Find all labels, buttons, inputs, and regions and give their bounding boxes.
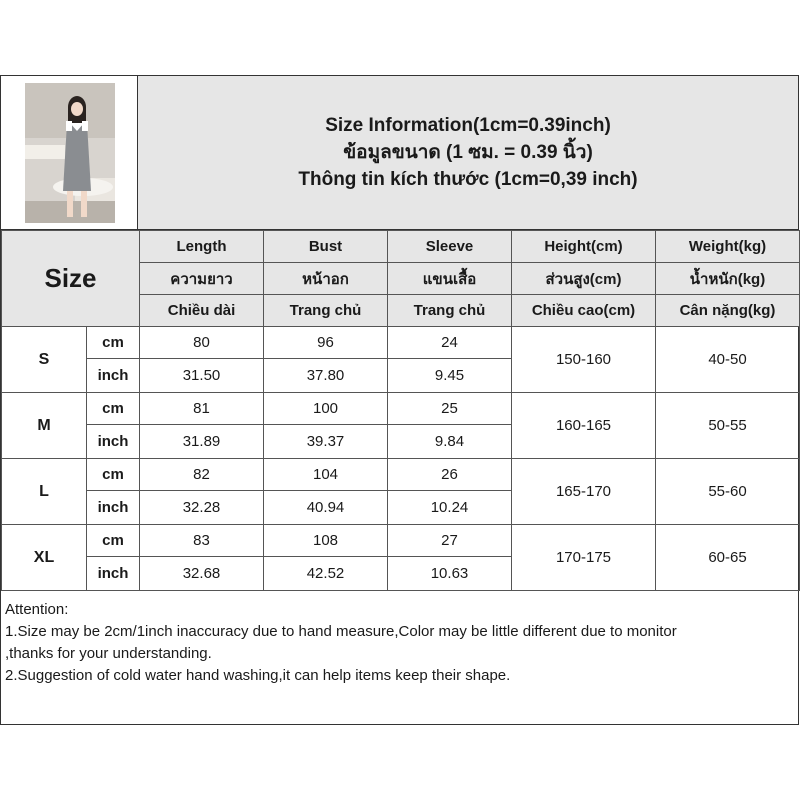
weight-range: 40-50 [656,327,800,393]
col-sleeve-vi: Trang chủ [388,295,512,327]
bust-cm: 104 [264,459,388,491]
col-length-en: Length [140,231,264,263]
bust-cm: 100 [264,393,388,425]
length-inch: 31.89 [140,425,264,459]
attention-line-1: 1.Size may be 2cm/1inch inaccuracy due to hand measure,Color may be little different due to monitor [5,623,677,640]
unit-cm: cm [87,327,140,359]
product-photo [25,83,115,223]
size-name: XL [2,525,87,591]
attention-line-3: 2.Suggestion of cold water hand washing,it can help items keep their shape. [5,667,511,684]
sleeve-cm: 27 [388,525,512,557]
sleeve-inch: 9.84 [388,425,512,459]
col-sleeve-en: Sleeve [388,231,512,263]
col-sleeve-th: แขนเสื้อ [388,263,512,295]
col-length-th: ความยาว [140,263,264,295]
length-cm: 80 [140,327,264,359]
product-photo-cell [1,76,138,230]
length-cm: 81 [140,393,264,425]
unit-cm: cm [87,525,140,557]
size-name: L [2,459,87,525]
bust-cm: 108 [264,525,388,557]
bust-inch: 39.37 [264,425,388,459]
unit-cm: cm [87,459,140,491]
col-weight-th: น้ำหนัก(kg) [656,263,800,295]
length-cm: 82 [140,459,264,491]
bust-cm: 96 [264,327,388,359]
table-row [2,459,800,491]
size-name: M [2,393,87,459]
weight-range: 50-55 [656,393,800,459]
col-height-vi: Chiều cao(cm) [512,295,656,327]
size-name: S [2,327,87,393]
col-bust-en: Bust [264,231,388,263]
sleeve-inch: 9.45 [388,359,512,393]
table-row [2,393,800,425]
attention-heading: Attention: [5,601,69,618]
table-row [2,327,800,359]
sleeve-cm: 24 [388,327,512,359]
title-thai: ข้อมูลขนาด (1 ซม. = 0.39 นิ้ว) [343,142,593,163]
size-table [1,230,800,591]
unit-inch: inch [87,359,140,393]
height-range: 170-175 [512,525,656,591]
length-inch: 31.50 [140,359,264,393]
sleeve-inch: 10.63 [388,557,512,591]
bust-inch: 37.80 [264,359,388,393]
attention-notes [5,599,795,687]
size-header: Size [2,231,140,327]
unit-inch: inch [87,557,140,591]
sleeve-cm: 25 [388,393,512,425]
unit-inch: inch [87,491,140,525]
weight-range: 60-65 [656,525,800,591]
sleeve-cm: 26 [388,459,512,491]
height-range: 165-170 [512,459,656,525]
col-height-en: Height(cm) [512,231,656,263]
size-chart [0,75,799,725]
unit-inch: inch [87,425,140,459]
height-range: 150-160 [512,327,656,393]
attention-line-2: ,thanks for your understanding. [5,645,212,662]
bust-inch: 42.52 [264,557,388,591]
col-bust-vi: Trang chủ [264,295,388,327]
length-inch: 32.28 [140,491,264,525]
bust-inch: 40.94 [264,491,388,525]
title-vietnamese: Thông tin kích thước (1cm=0,39 inch) [298,169,638,190]
col-length-vi: Chiều dài [140,295,264,327]
table-row [2,525,800,557]
unit-cm: cm [87,393,140,425]
sleeve-inch: 10.24 [388,491,512,525]
col-weight-vi: Cân nặng(kg) [656,295,800,327]
col-bust-th: หน้าอก [264,263,388,295]
title-english: Size Information(1cm=0.39inch) [325,115,611,136]
col-height-th: ส่วนสูง(cm) [512,263,656,295]
height-range: 160-165 [512,393,656,459]
col-weight-en: Weight(kg) [656,231,800,263]
weight-range: 55-60 [656,459,800,525]
length-cm: 83 [140,525,264,557]
length-inch: 32.68 [140,557,264,591]
title-banner [138,76,798,230]
